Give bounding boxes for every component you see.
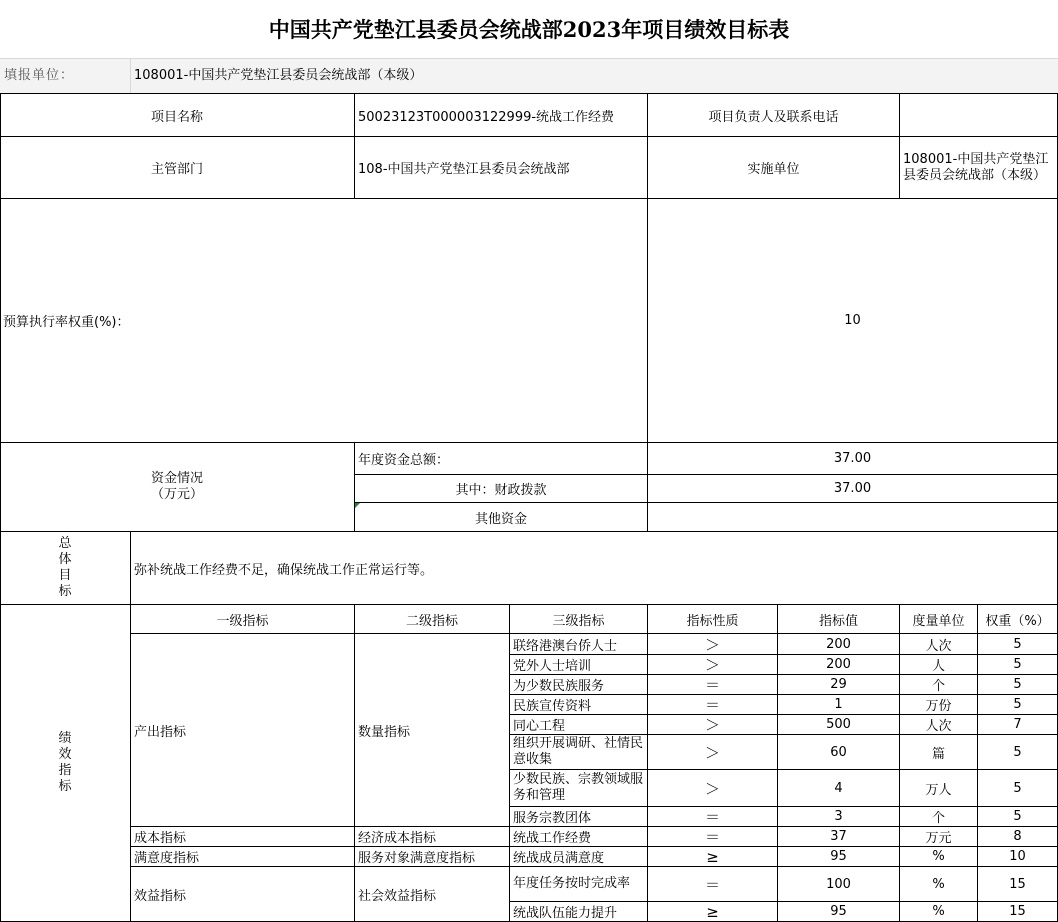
budget-weight-value: 10 [844,313,861,328]
indicator-name: 少数民族、宗教领域服务和管理 [513,772,644,803]
indicator-value: 500 [826,717,851,732]
indicator-value: 1 [834,697,843,712]
indicator-unit: 个 [931,811,945,826]
indicator-value: 95 [830,849,847,864]
funds-total-value: 37.00 [833,451,872,466]
indicator-nature: ≥ [706,847,719,866]
indicator-name: 党外人士培训 [513,659,592,674]
indicator-weight: 5 [1013,697,1022,712]
impl-unit-label: 实施单位 [747,162,800,177]
indicator-value: 37 [830,829,847,844]
indicator-nature: ＝ [704,676,720,694]
performance-label-char: 绩 [58,731,72,746]
funds-fiscal-value: 37.00 [833,481,872,496]
indicator-nature: ＝ [704,696,720,714]
funds-label [0,443,354,531]
header-value: 指标值 [818,613,858,629]
indicator-unit: 万份 [925,699,952,714]
indicator-unit: 人次 [925,638,952,654]
indicator-name: 为少数民族服务 [513,679,605,694]
performance-label-char: 效 [58,747,72,762]
impl-unit-value: 108001-中国共产党垫江县委员会统战部（本级） [903,151,1049,183]
indicator-nature: ＞ [704,635,720,654]
indicator-unit: % [932,904,945,919]
group-level1: 满意度指标 [134,851,200,866]
indicator-name: 统战工作经费 [513,831,592,846]
indicator-weight: 5 [1013,657,1022,672]
overall-goal-label [0,532,130,604]
indicator-value: 4 [834,780,843,796]
header-level3: 三级指标 [552,613,605,629]
page-title: 中国共产党垫江县委员会统战部2023年项目绩效目标表 [268,17,790,42]
dept-value: 108-中国共产党垫江县委员会统战部 [358,162,570,177]
indicator-name: 组织开展调研、社情民意收集 [513,736,644,767]
indicator-unit: % [932,876,945,892]
header-nature: 指标性质 [686,613,739,629]
indicator-unit: 篇 [931,746,945,762]
funds-label-line2: （万元） [150,487,203,502]
indicator-unit: 人 [931,659,945,674]
indicator-value: 29 [830,677,847,692]
indicator-value: 95 [830,904,847,919]
indicator-name: 统战成员满意度 [513,851,605,866]
cell-comment-marker [355,503,360,508]
indicator-nature: ＞ [704,656,720,674]
indicator-nature: ＝ [704,875,720,894]
overall-goal-char: 体 [58,552,72,567]
indicator-nature: ＝ [704,808,720,826]
indicator-value: 200 [826,636,851,652]
group-level2: 服务对象满意度指标 [358,851,476,866]
indicator-nature: ≥ [706,902,719,921]
indicator-name: 服务宗教团体 [513,811,592,826]
overall-goal-char: 目 [58,568,72,583]
fill-unit-value: 108001-中国共产党垫江县委员会统战部（本级） [134,68,423,83]
funds-other-value [648,503,1057,531]
indicator-weight: 5 [1013,809,1022,824]
indicator-unit: 万人 [925,782,952,798]
overall-goal-text: 弥补统战工作经费不足，确保统战工作正常运行等。 [134,562,434,578]
indicator-value: 100 [826,876,851,892]
indicator-unit: 万元 [925,831,952,846]
indicator-name: 民族宣传资料 [513,699,592,714]
indicator-nature: ＞ [704,716,720,734]
indicator-name: 年度任务按时完成率 [513,876,631,891]
indicator-weight: 7 [1013,717,1022,732]
indicator-value: 200 [826,657,851,672]
overall-goal-char: 标 [58,584,72,599]
performance-label [0,605,130,921]
header-level2: 二级指标 [405,613,458,629]
indicator-nature: ＝ [704,828,720,846]
indicator-weight: 15 [1009,904,1026,919]
performance-label-char: 指 [58,763,72,778]
indicator-value: 3 [834,809,843,824]
funds-other-label: 其他资金 [474,511,527,527]
indicator-weight: 5 [1013,677,1022,692]
group-level2: 经济成本指标 [358,831,437,846]
indicator-weight: 10 [1009,849,1026,864]
project-contact-value [900,94,1057,136]
group-level2: 社会效益指标 [358,888,437,904]
dept-label: 主管部门 [150,162,203,177]
indicator-nature: ＞ [704,779,720,798]
indicator-weight: 5 [1013,780,1022,796]
header-level1: 一级指标 [216,613,269,629]
performance-label-char: 标 [58,779,72,794]
group-level1: 成本指标 [134,831,187,846]
indicator-value: 60 [830,744,847,760]
group-level2: 数量指标 [358,724,411,740]
project-name-label: 项目名称 [150,109,203,125]
header-weight: 权重（%） [985,613,1050,629]
overall-goal-char: 总 [58,536,72,551]
budget-weight-label: 预算执行率权重(%)： [3,315,130,330]
indicator-unit: % [932,849,945,864]
indicator-unit: 人次 [925,719,952,734]
funds-total-label: 年度资金总额： [358,453,450,468]
indicator-unit: 个 [931,679,945,694]
group-level1: 效益指标 [134,888,187,904]
indicator-name: 统战队伍能力提升 [513,906,618,921]
indicator-name: 联络港澳台侨人士 [513,638,618,654]
header-unit: 度量单位 [912,613,965,629]
project-name-value: 50023123T000003122999-统战工作经费 [358,109,615,125]
fill-unit-label: 填报单位： [4,68,75,83]
indicator-weight: 15 [1009,876,1026,892]
indicator-weight: 8 [1013,829,1022,844]
group-level1: 产出指标 [134,724,187,740]
funds-label-line1: 资金情况 [150,471,203,486]
fill-unit-divider [130,58,131,94]
project-contact-label: 项目负责人及联系电话 [708,109,839,125]
indicator-nature: ＞ [704,743,720,762]
funds-fiscal-label: 其中：财政拨款 [455,483,547,498]
indicator-name: 同心工程 [513,719,566,734]
indicator-weight: 5 [1013,744,1022,760]
indicator-weight: 5 [1013,636,1022,652]
